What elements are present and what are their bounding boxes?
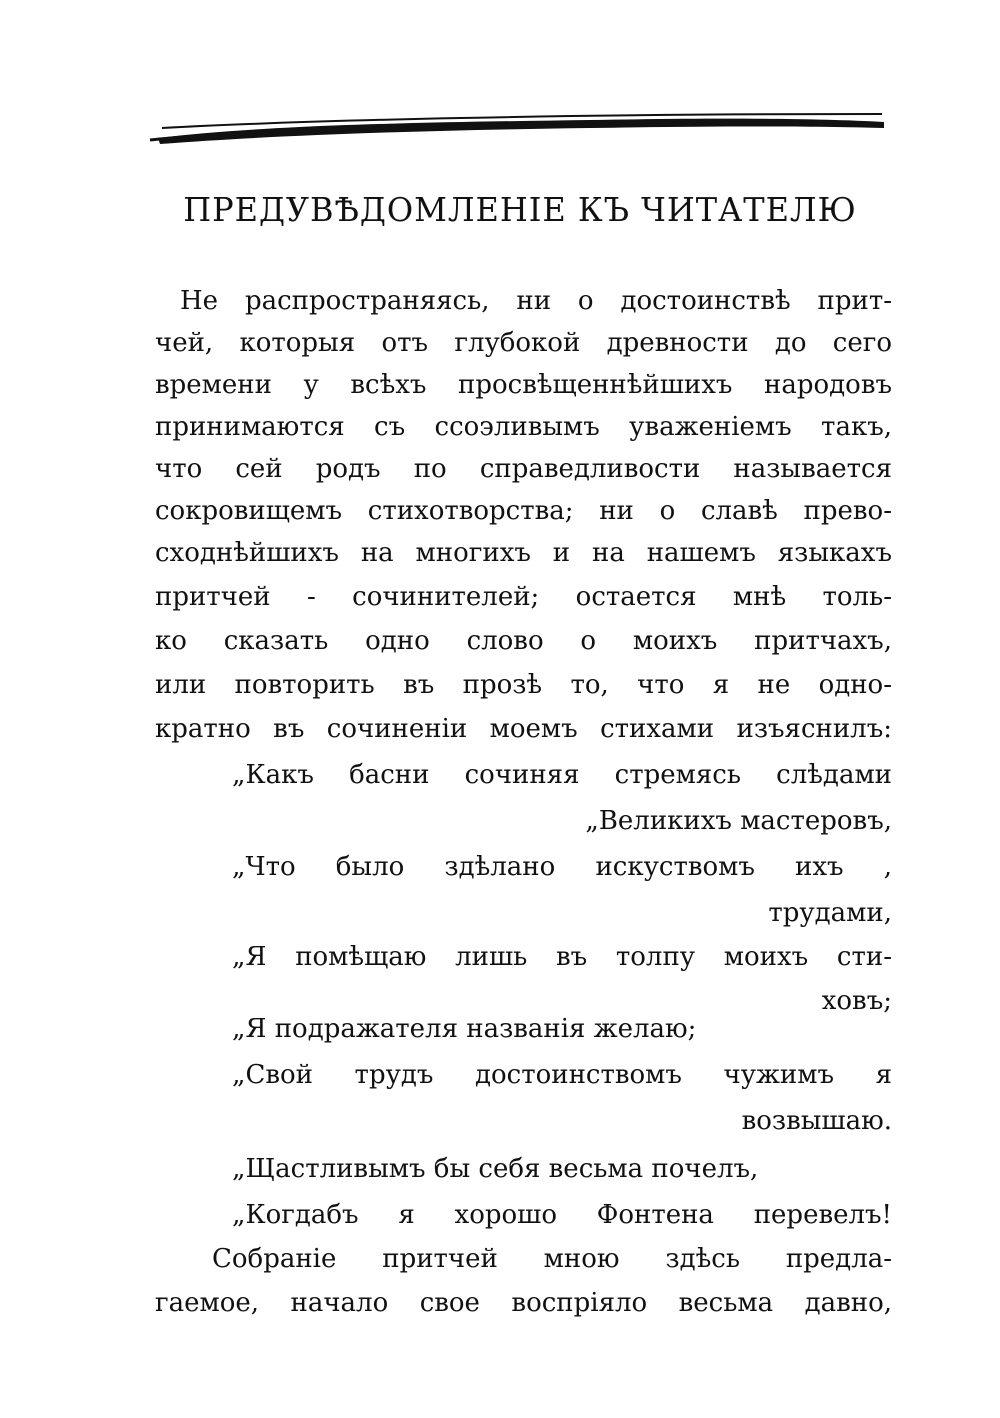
verse-line: „Свой трудъ достоинствомъ чужимъ я [232,1060,892,1090]
verse-line: „Я помѣщаю лишь въ толпу моихъ сти- [232,942,892,972]
verse-line: „Что было здѣлано искуствомъ ихъ , [232,852,892,882]
verse-line: „Великихъ мастеровъ, [585,806,892,836]
text-line: ко сказать одно слово о моихъ притчахъ, [155,626,892,656]
verse-line: „Когдабъ я хорошо Фонтена перевелъ! [232,1200,892,1230]
verse-line: ховъ; [821,986,892,1016]
verse-line: „Я подражателя названiя желаю; [232,1014,697,1044]
verse-line: „Щастливымъ бы себя весьма почелъ, [232,1154,759,1184]
text-line: гаемое, начало свое воспрiяло весьма давно, [155,1288,892,1318]
text-line: времени у всѣхъ просвѣщеннѣйшихъ народовъ [155,370,892,400]
text-line: принимаются съ ссоэливымъ уваженiемъ такъ, [155,412,892,442]
text-line: сокровищемъ стихотворства; ни о славѣ прево- [155,496,892,526]
text-line: кратно въ сочиненiи моемъ стихами изъяснилъ: [155,714,892,744]
text-line: сходнѣйшихъ на многихъ и на нашемъ языкахъ [155,538,892,568]
text-line: или повторить въ прозѣ то, что я не одно- [155,670,892,700]
verse-line: „Какъ басни сочиняя стремясь слѣдами [232,760,892,790]
text-line: что сей родъ по справедливости называется [155,454,892,484]
verse-line: трудами, [768,898,892,928]
text-line: Не распрострaняясь, ни о достоинствѣ прит- [180,286,892,316]
text-line: притчей - сочинителей; остается мнѣ толь- [155,582,892,612]
page-title: ПРЕДУВѢДОМЛЕНIЕ КЪ ЧИТАТЕЛЮ [183,190,857,229]
ornamental-rule [150,100,890,160]
verse-line: возвышаю. [741,1106,892,1136]
text-line: чей, которыя отъ глубокой древности до сего [155,328,892,358]
text-line: Собранiе притчей мною здѣсь предла- [212,1244,892,1274]
